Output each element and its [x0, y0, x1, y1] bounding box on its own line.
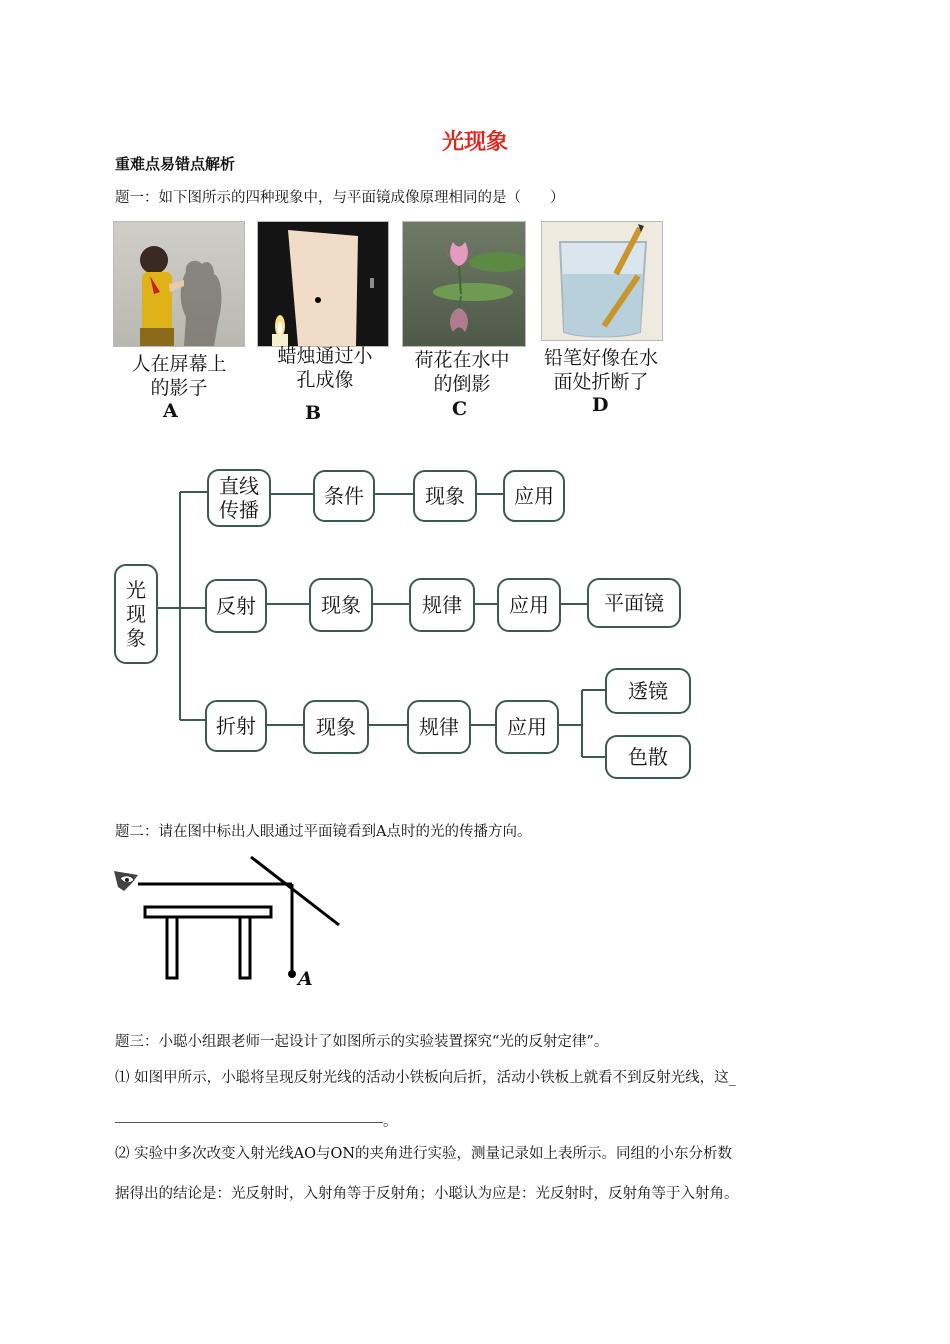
option-c-caption-text: 荷花在水中 的倒影	[414, 349, 510, 395]
node-phenomenon-3: 现象	[303, 700, 369, 754]
question-3-part-2-line-1: ⑵ 实验中多次改变入射光线AO与ON的夹角进行实验，测量记录如上表所示。同组的小东分析数	[115, 1146, 733, 1162]
node-reflection: 反射	[205, 579, 267, 633]
node-condition: 条件	[313, 470, 375, 522]
node-phenomenon-1: 现象	[413, 470, 477, 522]
node-straight-propagation: 直线 传播	[207, 469, 271, 527]
question-2-text: 题二：请在图中标出人眼通过平面镜看到A点时的光的传播方向。	[115, 824, 532, 840]
node-application-1: 应用	[503, 470, 565, 522]
section-heading: 重难点易错点解析	[115, 155, 236, 173]
part-1-end-mark: 。	[383, 1114, 398, 1130]
option-b-caption-text: 蜡烛通过小 孔成像	[277, 345, 373, 391]
point-a-label: A	[298, 968, 313, 990]
option-d-caption-text: 铅笔好像在水 面处折断了	[543, 347, 658, 393]
point-a-dot	[288, 970, 296, 978]
node-dispersion: 色散	[605, 735, 691, 779]
option-a-caption-text: 人在屏幕上 的影子	[131, 353, 227, 399]
node-plane-mirror: 平面镜	[587, 578, 681, 628]
option-c-letter: C	[452, 398, 468, 420]
page-title: 光现象	[441, 130, 508, 155]
node-phenomenon-2: 现象	[309, 578, 373, 632]
node-lens: 透镜	[605, 668, 691, 714]
answer-blank-line[interactable]	[115, 1122, 383, 1123]
node-law-1: 规律	[409, 578, 475, 632]
question-3-part-2-line-2: 据得出的结论是：光反射时，入射角等于反射角；小聪认为应是：光反射时，反射角等于入射角。	[115, 1186, 739, 1202]
node-refraction: 折射	[205, 700, 267, 752]
option-a-letter: A	[163, 400, 178, 422]
question-3-intro: 题三：小聪小组跟老师一起设计了如图所示的实验装置探究“光的反射定律”。	[115, 1034, 609, 1050]
option-b-letter: B	[305, 402, 322, 424]
node-law-2: 规律	[407, 700, 471, 754]
question-1-text: 题一：如下图所示的四种现象中，与平面镜成像原理相同的是（ ）	[115, 190, 565, 206]
option-d-letter: D	[592, 394, 609, 416]
node-root: 光 现 象	[114, 564, 158, 664]
question-3-part-1: ⑴ 如图甲所示，小聪将呈现反射光线的活动小铁板向后折，活动小铁板上就看不到反射光线，这_	[115, 1070, 736, 1086]
node-application-2: 应用	[497, 578, 561, 632]
node-application-3: 应用	[495, 700, 559, 754]
